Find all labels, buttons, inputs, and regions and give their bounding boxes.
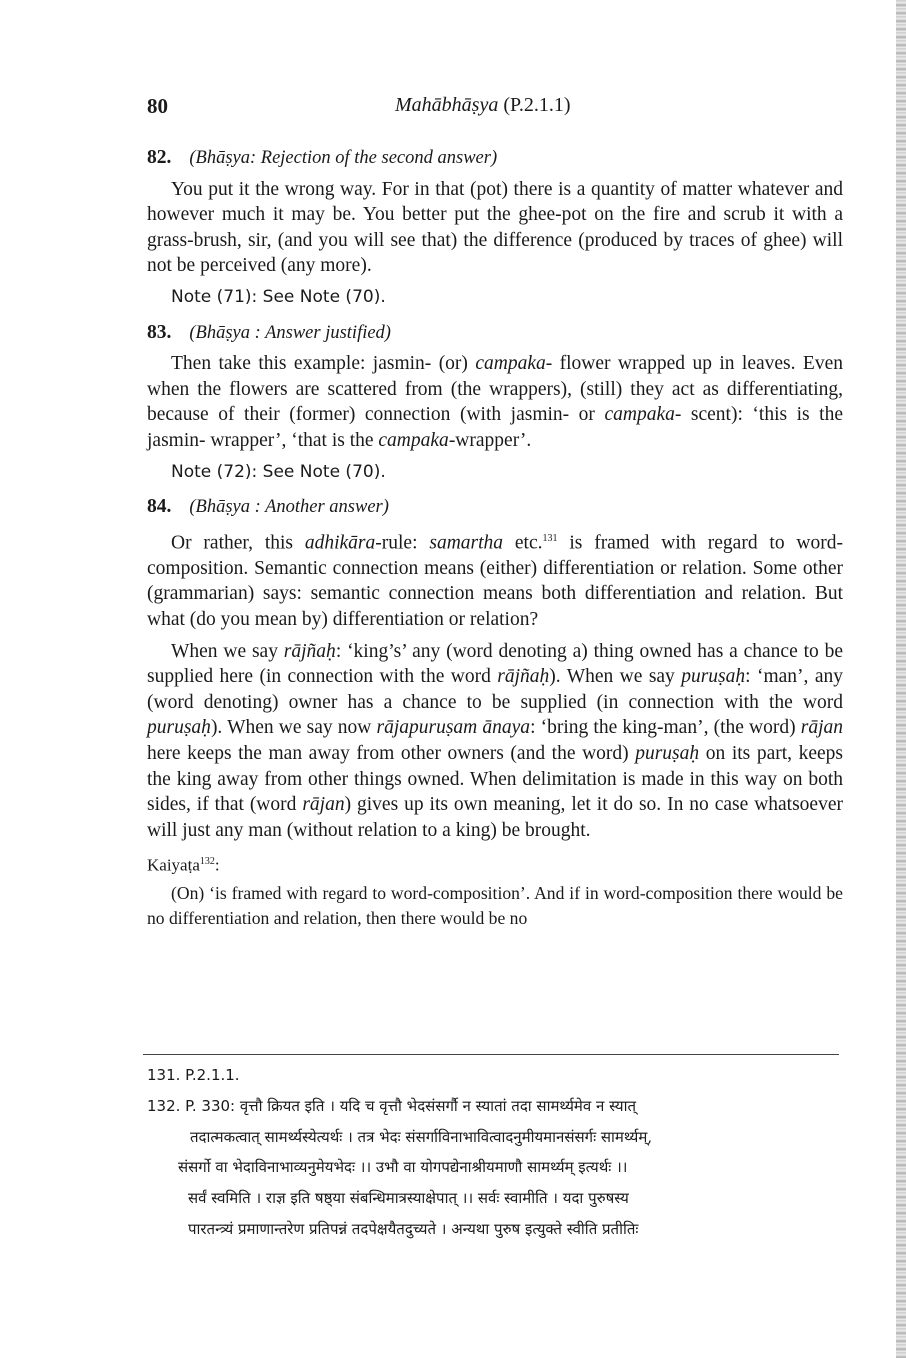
- running-title-work: Mahābhāṣya: [395, 94, 499, 116]
- section-title: (Bhāṣya : Another answer): [189, 497, 389, 518]
- footnote-132-line-4: [188, 1188, 888, 1208]
- footnote-ref-131: 131: [542, 532, 558, 544]
- text-run: flower wrapped up in leaves. Even when the flowers are scattered from (the wrappers), (still) they act as differentiating, because of their (former) connection (with jasmin- or: [147, 353, 843, 426]
- footnote-divider: [143, 1054, 839, 1055]
- section-82-heading: [147, 145, 843, 172]
- italic-term: campaka-: [475, 353, 553, 375]
- running-title-ref: (P.2.1.1): [503, 94, 571, 116]
- running-title: [395, 94, 571, 117]
- devanagari-text: तदात्मकत्वात् सामर्थ्यस्येत्यर्थः । तत्र भेदः संसर्गाविनाभावित्वादनुमीयमानसंसर्गः सामर्थ्यम्,: [190, 1128, 653, 1146]
- italic-term: rājan: [302, 794, 345, 816]
- italic-term: campaka-: [604, 404, 682, 426]
- text-run: : ‘man’, any (word denoting) owner has a chance to be supplied (in connection with the word: [147, 666, 843, 713]
- section-83-note: Note (72): See Note (70).: [171, 461, 386, 482]
- section-84-paragraph-2: [147, 639, 843, 844]
- text-run: here keeps the man away from other owners (and the word): [147, 742, 636, 764]
- kaiyata-heading: [147, 849, 843, 878]
- italic-term: adhikāra: [304, 532, 376, 554]
- text-run: -wrapper’.: [448, 429, 532, 451]
- text-run: etc.: [503, 532, 543, 554]
- kaiyata-label: Kaiyaṭa: [147, 856, 200, 875]
- footnote-131: 131. P.2.1.1.: [147, 1066, 240, 1084]
- text-run: : ‘bring the king-man’, (the word): [530, 717, 801, 739]
- italic-term: campaka: [378, 429, 449, 451]
- text-run: is framed with regard to word-composition. Semantic connection means (either) differentiation or relation. Some other (grammarian) says: semantic connection means both differentiation and relation. But what (do you mean by) differentiation or relation?: [147, 532, 843, 630]
- italic-term: rājñaḥ: [497, 666, 550, 688]
- footnote-132-line-3: [178, 1157, 878, 1177]
- kaiyata-colon: :: [214, 856, 220, 875]
- devanagari-text: संसर्गो वा भेदाविनाभाव्यनुमेयभेदः ।। उभौ वा योगपद्येनाश्रीयमाणौ सामर्थ्यम् इत्यर्थः ।।: [178, 1158, 628, 1176]
- italic-term: rājan: [800, 717, 844, 739]
- text-run: ). When we say: [549, 666, 682, 688]
- italic-term: rājñaḥ: [283, 640, 336, 662]
- kaiyata-commentary: (On) ‘is framed with regard to word-composition’. And if in word-composition there would be no differentiation and relation, then there would be no: [147, 882, 843, 928]
- text-run: : ‘king’s’ any (word denoting a) thing owned has a chance to be supplied here (in connection with the word: [147, 640, 843, 688]
- section-title: (Bhāṣya: Rejection of the second answer): [189, 148, 498, 168]
- text-run: When we say: [171, 640, 284, 662]
- text-run: on its part, keeps the king away from other things owned. When delimitation is made in this way on both sides, if that (word: [147, 742, 843, 816]
- scanned-page-edge: [896, 0, 906, 1358]
- footnote-132-line-5: [188, 1219, 888, 1239]
- page-number: 80: [147, 94, 168, 118]
- italic-term: puruṣaḥ: [635, 742, 700, 764]
- italic-term: puruṣaḥ: [147, 717, 211, 739]
- text-run: scent): ‘this is the jasmin- wrapper’, ‘that is the: [147, 404, 843, 451]
- page-header: [147, 94, 847, 124]
- section-84-paragraph-1: [147, 526, 843, 633]
- footnote-ref-132: 132: [199, 856, 215, 868]
- text-run: ) gives up its own meaning, let it do so. In no case whatsoever will just any man (without relation to a king) be brought.: [147, 794, 843, 841]
- italic-term: samartha: [429, 532, 504, 554]
- main-text: [147, 145, 843, 931]
- text-run: -rule:: [375, 532, 430, 554]
- section-83-body: [147, 351, 843, 453]
- section-84-heading: [147, 494, 843, 521]
- section-number: 83.: [147, 321, 172, 343]
- section-82-body: You put it the wrong way. For in that (pot) there is a quantity of matter whatever and however much it may be. You better put the ghee-pot on the fire and scrub it with a grass-brush, sir, (and you will see that) the difference (produced by traces of ghee) will not be perceived (any more).: [147, 178, 843, 277]
- text-run: Then take this example: jasmin- (or): [171, 353, 476, 375]
- section-title: (Bhāṣya : Answer justified): [189, 322, 391, 343]
- section-number: 82.: [147, 147, 172, 168]
- footnote-label: 132. P. 330:: [147, 1097, 236, 1115]
- italic-term: rājapuruṣam ānaya: [376, 717, 531, 739]
- text-run: ). When we say now: [210, 717, 377, 739]
- section-number: 84.: [147, 496, 172, 518]
- italic-term: puruṣaḥ: [681, 666, 746, 688]
- footnote-132-line-2: [190, 1127, 850, 1147]
- devanagari-text: सर्वं स्वमिति । राज्ञ इति षष्ठ्या संबन्धिमात्रस्याक्षेपात् ।। सर्वः स्वामीति । यदा पुरुषस्य: [188, 1189, 629, 1207]
- devanagari-text: पारतन्त्र्यं प्रमाणान्तरेण प्रतिपन्नं तदपेक्षयैतदुच्यते । अन्यथा पुरुष इत्युक्ते स्वीति प्रतीतिः: [188, 1220, 639, 1238]
- section-83-heading: [147, 320, 843, 347]
- footnote-132-line-1: [147, 1096, 847, 1116]
- text-run: Or rather, this: [171, 532, 305, 554]
- devanagari-text: वृत्तौ क्रियत इति । यदि च वृत्तौ भेदसंसर्गौ न स्यातां तदा सामर्थ्यमेव न स्यात्: [239, 1097, 637, 1115]
- section-82-note: Note (71): See Note (70).: [171, 286, 386, 307]
